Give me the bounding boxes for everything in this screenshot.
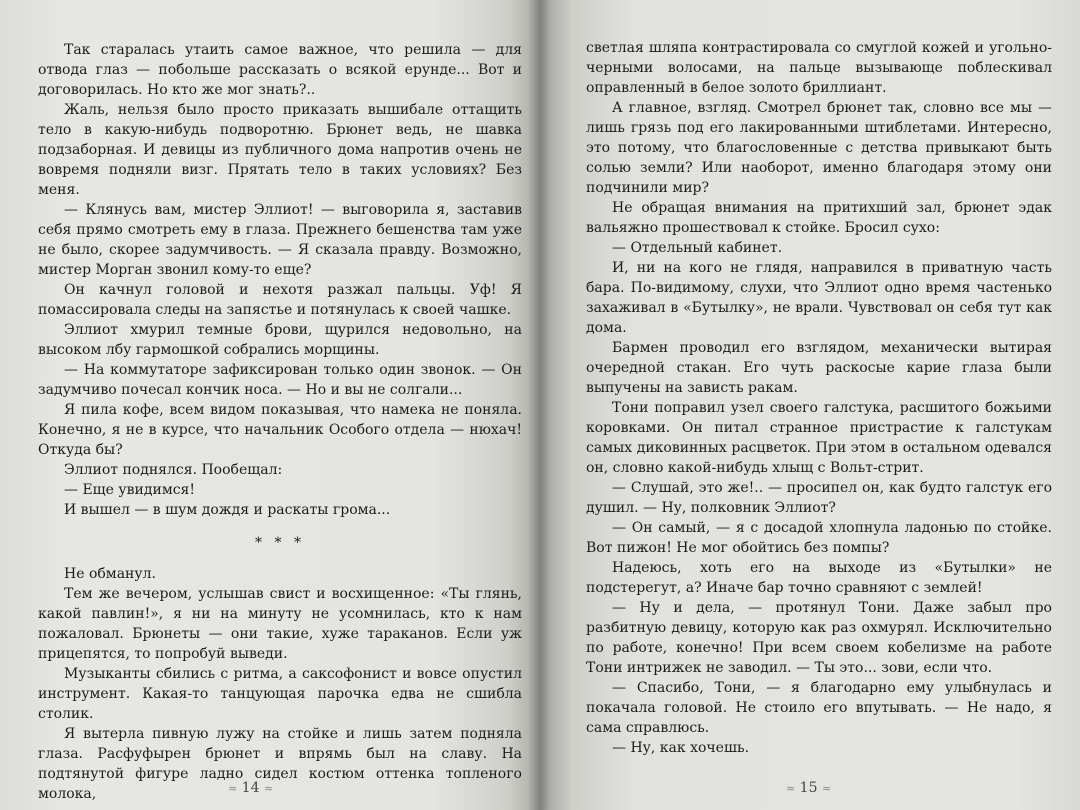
paragraph: светлая шляпа контрастировала со смуглой кожей и угольно-черными волосами, на пальце вызывающе поблескивал оправленный в белое золото бриллиант. [586, 40, 1052, 96]
paragraph: Не обманул. [64, 566, 156, 582]
paragraph: — Еще увидимся! [64, 482, 196, 498]
paragraph: — Отдельный кабинет. [612, 240, 783, 256]
paragraph: Надеюсь, хоть его на выходе из «Бутылки» не подстерегут, а? Иначе бар точно сравняют с землей! [586, 560, 1052, 596]
paragraph: Музыканты сбились с ритма, а саксофонист и вовсе опустил инструмент. Какая-то танцующая парочка едва не сшибла столик. [38, 666, 522, 722]
paragraph: Я вытерла пивную лужу на стойке и лишь затем подняла глаза. Расфуфырен брюнет и впрямь был на славу. На подтянутой фигуре ладно сидел костюм оттенка топленого молока, [38, 726, 522, 802]
paragraph: Не обращая внимания на притихший зал, брюнет эдак вальяжно прошествовал к стойке. Бросил сухо: [586, 200, 1052, 236]
paragraph: — На коммутаторе зафиксирован только один звонок. — Он задумчиво почесал кончик носа. — Но и вы не солгали... [38, 362, 522, 398]
paragraph: И вышел — в шум дождя и раскаты грома... [64, 502, 391, 518]
folio-ornament-icon: ≈ [228, 782, 238, 795]
paragraph: Он качнул головой и нехотя разжал пальцы. Уф! Я помассировала следы на запястье и потянулась к своей чашке. [38, 282, 522, 318]
paragraph: Я пила кофе, всем видом показывая, что намека не поняла. Конечно, я не в курсе, что начальник Особого отдела — нюхач! Откуда бы? [38, 402, 522, 458]
folio-ornament-icon: ≈ [263, 782, 274, 795]
scene-break: * * * [255, 535, 305, 551]
page-number-right [786, 780, 831, 796]
left-page-text-before-break [38, 40, 522, 520]
right-page-text [586, 38, 1052, 758]
paragraph: Бармен проводил его взглядом, механически вытирая очередной стакан. Его чуть раскосые карие глаза были выпучены на зависть ракам. [586, 340, 1052, 396]
paragraph: Жаль, нельзя было просто приказать вышибале оттащить тело в какую-нибудь подворотню. Брюнет ведь, не шавка подзаборная. И девицы из публичного дома напротив очень не вовремя подняли визг. Прятать тело в таких условиях? Без меня. [38, 102, 522, 198]
paragraph: — Ну, как хочешь. [612, 740, 750, 756]
paragraph: И, ни на кого не глядя, направился в приватную часть бара. По-видимому, слухи, что Эллиот одно время частенько захаживал в «Бутылку», не врали. Чувствовал он себя тут как дома. [586, 260, 1052, 336]
paragraph: — Спасибо, Тони, — я благодарно ему улыбнулась и покачала головой. Не стоило его впутывать. — Не надо, я сама справлюсь. [586, 680, 1052, 736]
paragraph: А главное, взгляд. Смотрел брюнет так, словно все мы — лишь грязь под его лакированными штиблетами. Интересно, это потому, что благословенные с детства привыкают быть солью земли? Или наоборот, именно благодаря этому они подчинили мир? [586, 100, 1052, 196]
right-page [540, 0, 1080, 810]
folio-ornament-icon: ≈ [786, 782, 796, 795]
page-number-left [228, 780, 273, 796]
paragraph: — Ну и дела, — протянул Тони. Даже забыл про разбитную девицу, которую как раз охмурял. Исключительно по работе, конечно! При всем своем кобелизме на работе Тони интрижек не заводил. — Ты это... зови, если что. [586, 600, 1052, 676]
paragraph: Тем же вечером, услышав свист и восхищенное: «Ты глянь, какой павлин!», я ни на минуту не усомнилась, кто к нам пожаловал. Брюнеты — они такие, хуже тараканов. Если уж прицепятся, то попробуй выведи. [38, 586, 522, 662]
page-number-value: 14 [241, 780, 260, 796]
paragraph: Эллиот поднялся. Пообещал: [64, 462, 283, 478]
paragraph: Эллиот хмурил темные брови, щурился недовольно, на высоком лбу гармошкой собрались морщины. [38, 322, 522, 358]
left-page-text-after-break [38, 564, 522, 804]
paragraph: — Он самый, — я с досадой хлопнула ладонью по стойке. Вот пижон! Не мог обойтись без помпы? [586, 520, 1052, 556]
page-number-value: 15 [799, 780, 818, 796]
book-gutter-shadow [528, 0, 550, 810]
paragraph: Так старалась утаить самое важное, что решила — для отвода глаз — побольше рассказать о всякой ерунде... Вот и договорилась. Но кто же мог знать?.. [38, 42, 522, 98]
paragraph: — Слушай, это же!.. — просипел он, как будто галстук его душил. — Ну, полковник Эллиот? [586, 480, 1052, 516]
paragraph: Тони поправил узел своего галстука, расшитого божьими коровками. Он питал странное пристрастие к галстукам самых диковинных расцветок. При этом в остальном одевался он, словно какой-нибудь хлыщ с Вольт-стрит. [586, 400, 1052, 476]
paragraph: — Клянусь вам, мистер Эллиот! — выговорила я, заставив себя прямо смотреть ему в глаза. Прежнего бешенства там уже не было, скорее задумчивость. — Я сказала правду. Возможно, мистер Морган звонил кому-то еще? [38, 202, 522, 278]
folio-ornament-icon: ≈ [821, 782, 832, 795]
